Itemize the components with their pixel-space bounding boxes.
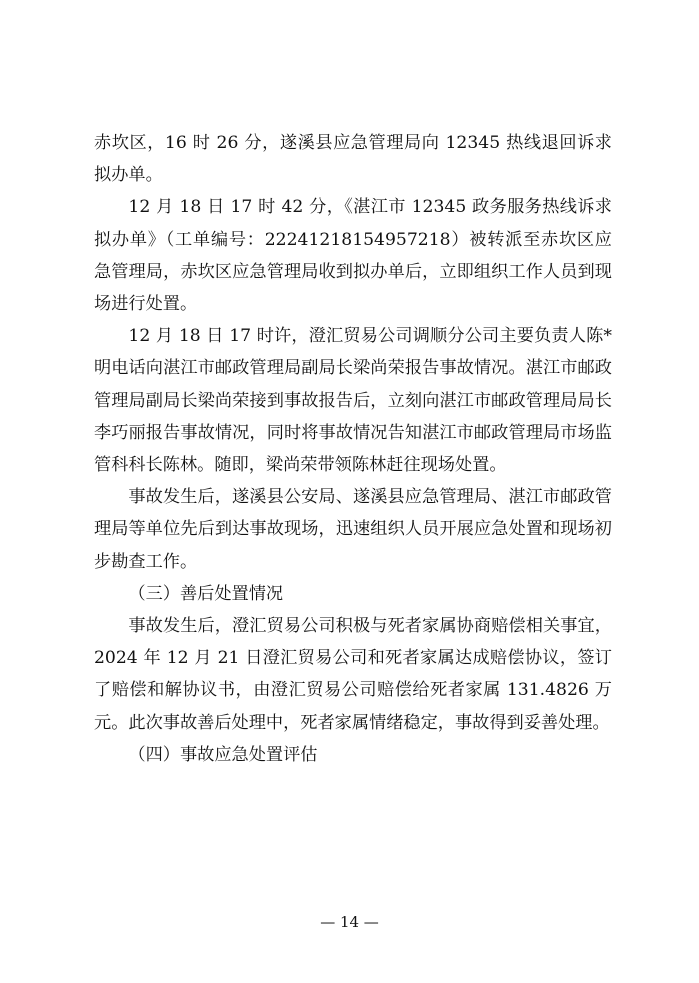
paragraph-continued-hotline-return: 赤坎区，16 时 26 分，遂溪县应急管理局向 12345 热线退回诉求拟办单。 — [94, 133, 612, 186]
page-number: — 14 — — [320, 913, 379, 931]
paragraph-units-arrive: 事故发生后，遂溪县公安局、遂溪县应急管理局、湛江市邮政管理局等单位先后到达事故现场，迅速组织人员开展应急处置和现场初步勘查工作。 — [94, 487, 612, 572]
section-heading-evaluation: （四）事故应急处置评估 — [128, 744, 318, 765]
section-heading-aftermath: （三）善后处置情况 — [128, 583, 284, 604]
document-body — [94, 127, 612, 771]
paragraph-compensation: 事故发生后，澄汇贸易公司积极与死者家属协商赔偿相关事宜，2024 年 12 月 21 日澄汇贸易公司和死者家属达成赔偿协议，签订了赔偿和解协议书，由澄汇贸易公司赔偿给死者家属 131.4826 万元。此次事故善后处理中，死者家属情绪稳定，事故得到妥善处理。 — [94, 616, 612, 733]
paragraph-postal-bureau-report: 12 月 18 日 17 时许，澄汇贸易公司调顺分公司主要负责人陈*明电话向湛江市邮政管理局副局长梁尚荣报告事故情况。湛江市邮政管理局副局长梁尚荣接到事故报告后，立刻向湛江市邮政管理局局长李巧丽报告事故情况，同时将事故情况告知湛江市邮政管理局市场监管科科长陈林。随即，梁尚荣带领陈林赶往现场处置。 — [94, 326, 612, 476]
paragraph-transfer-to-chikan: 12 月 18 日 17 时 42 分，《湛江市 12345 政务服务热线诉求拟办单》（工单编号：22241218154957218）被转派至赤坎区应急管理局，赤坎区应急管理局收到拟办单后，立即组织工作人员到现场进行处置。 — [94, 197, 612, 315]
